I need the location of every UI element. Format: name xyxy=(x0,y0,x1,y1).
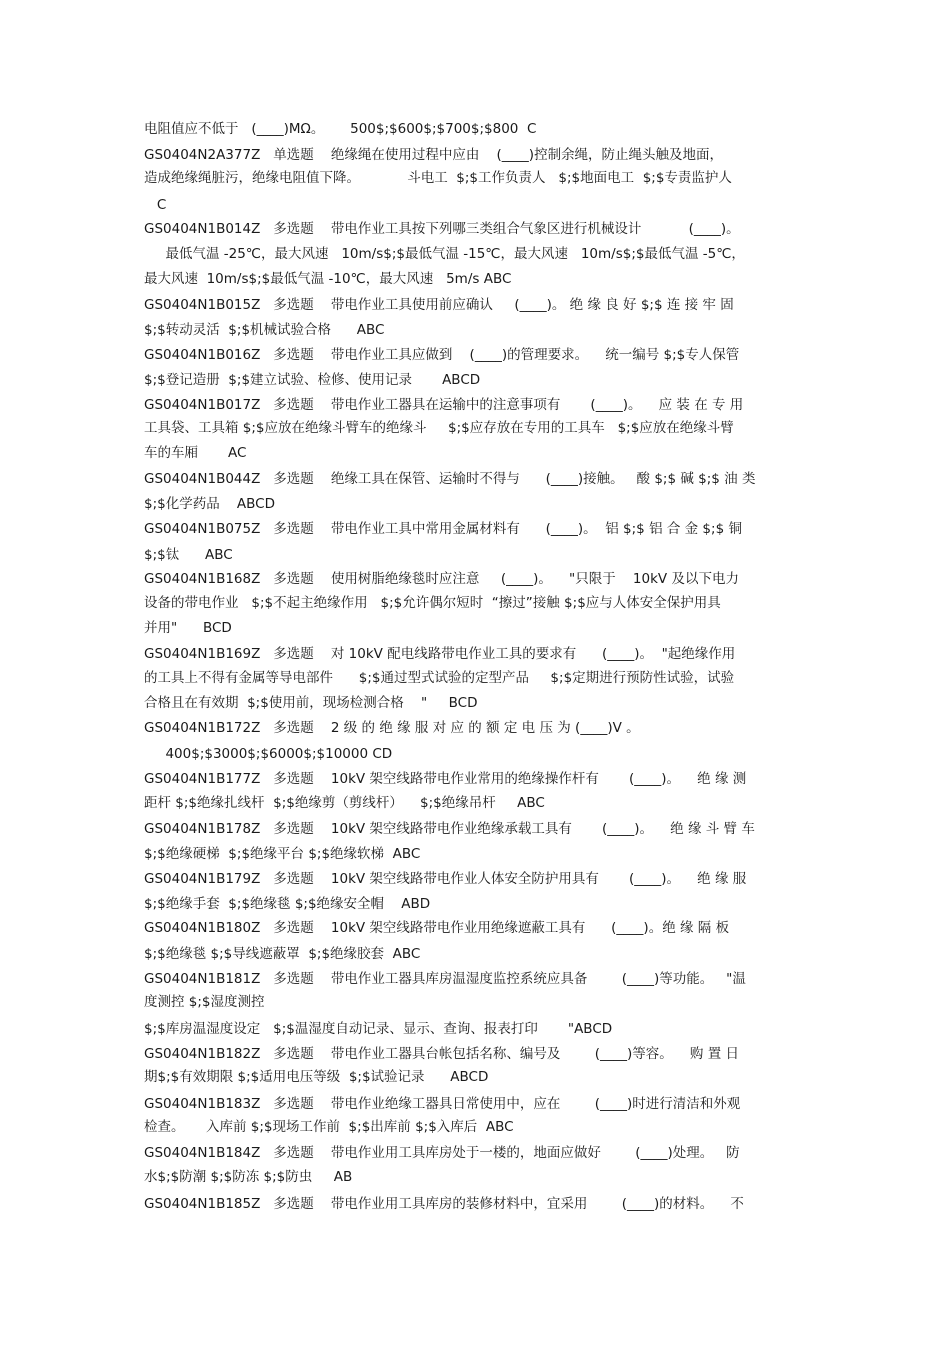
text-line: 最低气温 -25℃，最大风速 10m/s$;$最低气温 -15℃，最大风速 10m/s$;$最低气温 -5℃， xyxy=(144,246,745,262)
text-line: 期$;$有效期限 $;$适用电压等级 $;$试验记录 ABCD xyxy=(144,1069,489,1085)
text-line: GS0404N1B185Z 多选题 带电作业用工具库房的装修材料中，宜采用 (____)的材料。 不 xyxy=(144,1196,744,1212)
text-line: GS0404N1B177Z 多选题 10kV 架空线路带电作业常用的绝缘操作杆有 (____)。 绝 缘 测 xyxy=(144,771,747,787)
text-line: 距杆 $;$绝缘扎线杆 $;$绝缘剪（剪线杆） $;$绝缘吊杆 ABC xyxy=(144,795,545,811)
text-line: 400$;$3000$;$6000$;$10000 CD xyxy=(144,746,393,762)
text-line: 检查。 入库前 $;$现场工作前 $;$出库前 $;$入库后 ABC xyxy=(144,1119,514,1135)
text-line: 的工具上不得有金属等导电部件 $;$通过型式试验的定型产品 $;$定期进行预防性试验，试验 xyxy=(144,670,735,686)
text-line: 工具袋、工具箱 $;$应放在绝缘斗臂车的绝缘斗 $;$应存放在专用的工具车 $;$应放在绝缘斗臂 xyxy=(144,420,734,436)
text-line: GS0404N1B014Z 多选题 带电作业工具按下列哪三类组合气象区进行机械设计 (____)。 xyxy=(144,221,740,237)
text-line: $;$化学药品 ABCD xyxy=(144,496,275,512)
text-line: $;$登记造册 $;$建立试验、检修、使用记录 ABCD xyxy=(144,372,481,388)
text-line: $;$转动灵活 $;$机械试验合格 ABC xyxy=(144,322,385,338)
text-line: GS0404N1B178Z 多选题 10kV 架空线路带电作业绝缘承载工具有 (____)。 绝 缘 斗 臂 车 xyxy=(144,821,755,837)
text-line: $;$钛 ABC xyxy=(144,547,233,563)
text-line: GS0404N1B182Z 多选题 带电作业工器具台帐包括名称、编号及 (____)等容。 购 置 日 xyxy=(144,1046,740,1062)
text-line: $;$绝缘毯 $;$导线遮蔽罩 $;$绝缘胶套 ABC xyxy=(144,946,421,962)
text-line: GS0404N1B172Z 多选题 2 级 的 绝 缘 服 对 应 的 额 定 电 压 为 (____)V 。 xyxy=(144,720,640,736)
text-line: 车的车厢 AC xyxy=(144,445,247,461)
text-line: GS0404N2A377Z 单选题 绝缘绳在使用过程中应由 (____)控制余绳，防止绳头触及地面， xyxy=(144,147,724,163)
text-line: GS0404N1B183Z 多选题 带电作业绝缘工器具日常使用中，应在 (____)时进行清洁和外观 xyxy=(144,1096,741,1112)
text-line: GS0404N1B075Z 多选题 带电作业工具中常用金属材料有 (____)。 铝 $;$ 铝 合 金 $;$ 铜 xyxy=(144,521,742,537)
text-line: 度测控 $;$湿度测控 xyxy=(144,994,265,1010)
text-line: 合格且在有效期 $;$使用前，现场检测合格 " BCD xyxy=(144,695,478,711)
text-line: C xyxy=(144,197,167,213)
text-line: GS0404N1B168Z 多选题 使用树脂绝缘毯时应注意 (____)。 "只限于 10kV 及以下电力 xyxy=(144,571,739,587)
text-line: GS0404N1B181Z 多选题 带电作业工器具库房温湿度监控系统应具备 (____)等功能。 "温 xyxy=(144,971,746,987)
text-line: $;$库房温湿度设定 $;$温湿度自动记录、显示、查询、报表打印 "ABCD xyxy=(144,1021,613,1037)
text-line: 水$;$防潮 $;$防冻 $;$防虫 AB xyxy=(144,1169,353,1185)
text-line: 最大风速 10m/s$;$最低气温 -10℃，最大风速 5m/s ABC xyxy=(144,271,512,287)
text-line: GS0404N1B184Z 多选题 带电作业用工具库房处于一楼的，地面应做好 (____)处理。 防 xyxy=(144,1145,740,1161)
text-line: 设备的带电作业 $;$不起主绝缘作用 $;$允许偶尔短时 “擦过”接触 $;$应与人体安全保护用具 xyxy=(144,595,721,611)
text-line: GS0404N1B180Z 多选题 10kV 架空线路带电作业用绝缘遮蔽工具有 (____)。绝 缘 隔 板 xyxy=(144,920,730,936)
text-line: GS0404N1B169Z 多选题 对 10kV 配电线路带电作业工具的要求有 (____)。 "起绝缘作用 xyxy=(144,646,736,662)
text-line: GS0404N1B015Z 多选题 带电作业工具使用前应确认 (____)。 绝 缘 良 好 $;$ 连 接 牢 固 xyxy=(144,297,734,313)
text-line: GS0404N1B017Z 多选题 带电作业工器具在运输中的注意事项有 (____)。 应 装 在 专 用 xyxy=(144,397,744,413)
text-line: 造成绝缘绳脏污，绝缘电阻值下降。 斗电工 $;$工作负责人 $;$地面电工 $;$专责监护人 xyxy=(144,170,732,186)
text-line: 电阻值应不低于 (____)MΩ。 500$;$600$;$700$;$800 C xyxy=(144,121,537,137)
text-line: GS0404N1B179Z 多选题 10kV 架空线路带电作业人体安全防护用具有 (____)。 绝 缘 服 xyxy=(144,871,747,887)
text-line: GS0404N1B016Z 多选题 带电作业工具应做到 (____)的管理要求。 统一编号 $;$专人保管 xyxy=(144,347,740,363)
text-line: $;$绝缘硬梯 $;$绝缘平台 $;$绝缘软梯 ABC xyxy=(144,846,421,862)
text-line: $;$绝缘手套 $;$绝缘毯 $;$绝缘安全帽 ABD xyxy=(144,896,431,912)
text-line: 并用" BCD xyxy=(144,620,232,636)
text-line: GS0404N1B044Z 多选题 绝缘工具在保管、运输时不得与 (____)接触。 酸 $;$ 碱 $;$ 油 类 xyxy=(144,471,756,487)
